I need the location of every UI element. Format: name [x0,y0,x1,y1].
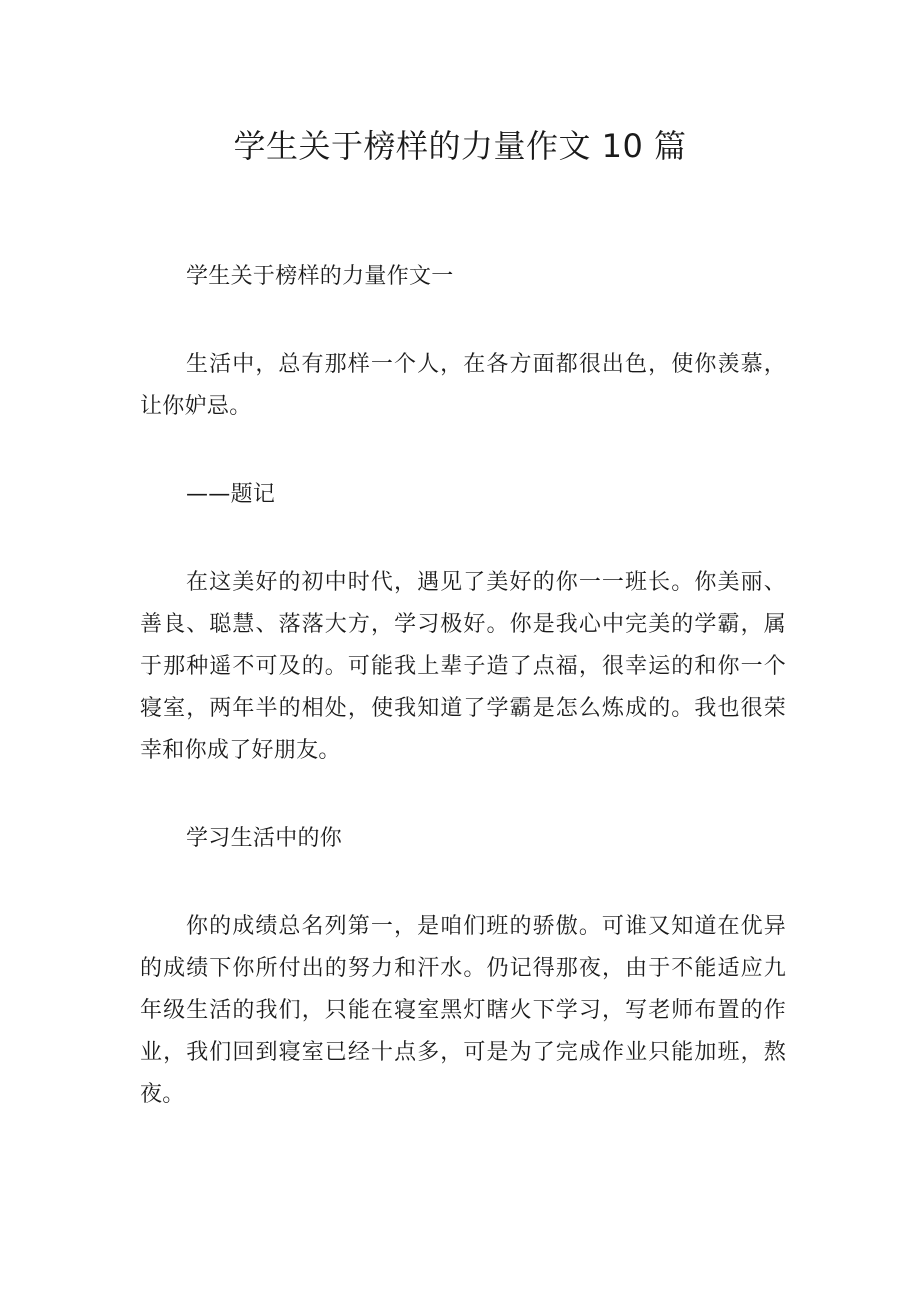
paragraph-body: 你的成绩总名列第一，是咱们班的骄傲。可谁又知道在优异的成绩下你所付出的努力和汗水。仍记得那夜，由于不能适应九年级生活的我们，只能在寝室黑灯瞎火下学习，写老师布置的作业，我们回到寝室已经十点多，可是为了完成作业只能加班，熬夜。 [140,914,786,1107]
paragraph-epigraph: ——题记 [186,482,276,507]
paragraph-intro: 生活中，总有那样一个人，在各方面都很出色，使你羡慕，让你妒忌。 [140,352,786,419]
section-heading: 学习生活中的你 [186,826,343,851]
paragraph-body: 在这美好的初中时代，遇见了美好的你一一班长。你美丽、善良、聪慧、落落大方，学习极好。你是我心中完美的学霸，属于那种遥不可及的。可能我上辈子造了点福，很幸运的和你一个寝室，两年半的相处，使我知道了学霸是怎么炼成的。我也很荣幸和你成了好朋友。 [140,570,786,763]
essay-heading: 学生关于榜样的力量作文一 [186,264,454,289]
document-title: 学生关于榜样的力量作文 10 篇 [233,127,687,165]
document-body [140,256,786,1162]
